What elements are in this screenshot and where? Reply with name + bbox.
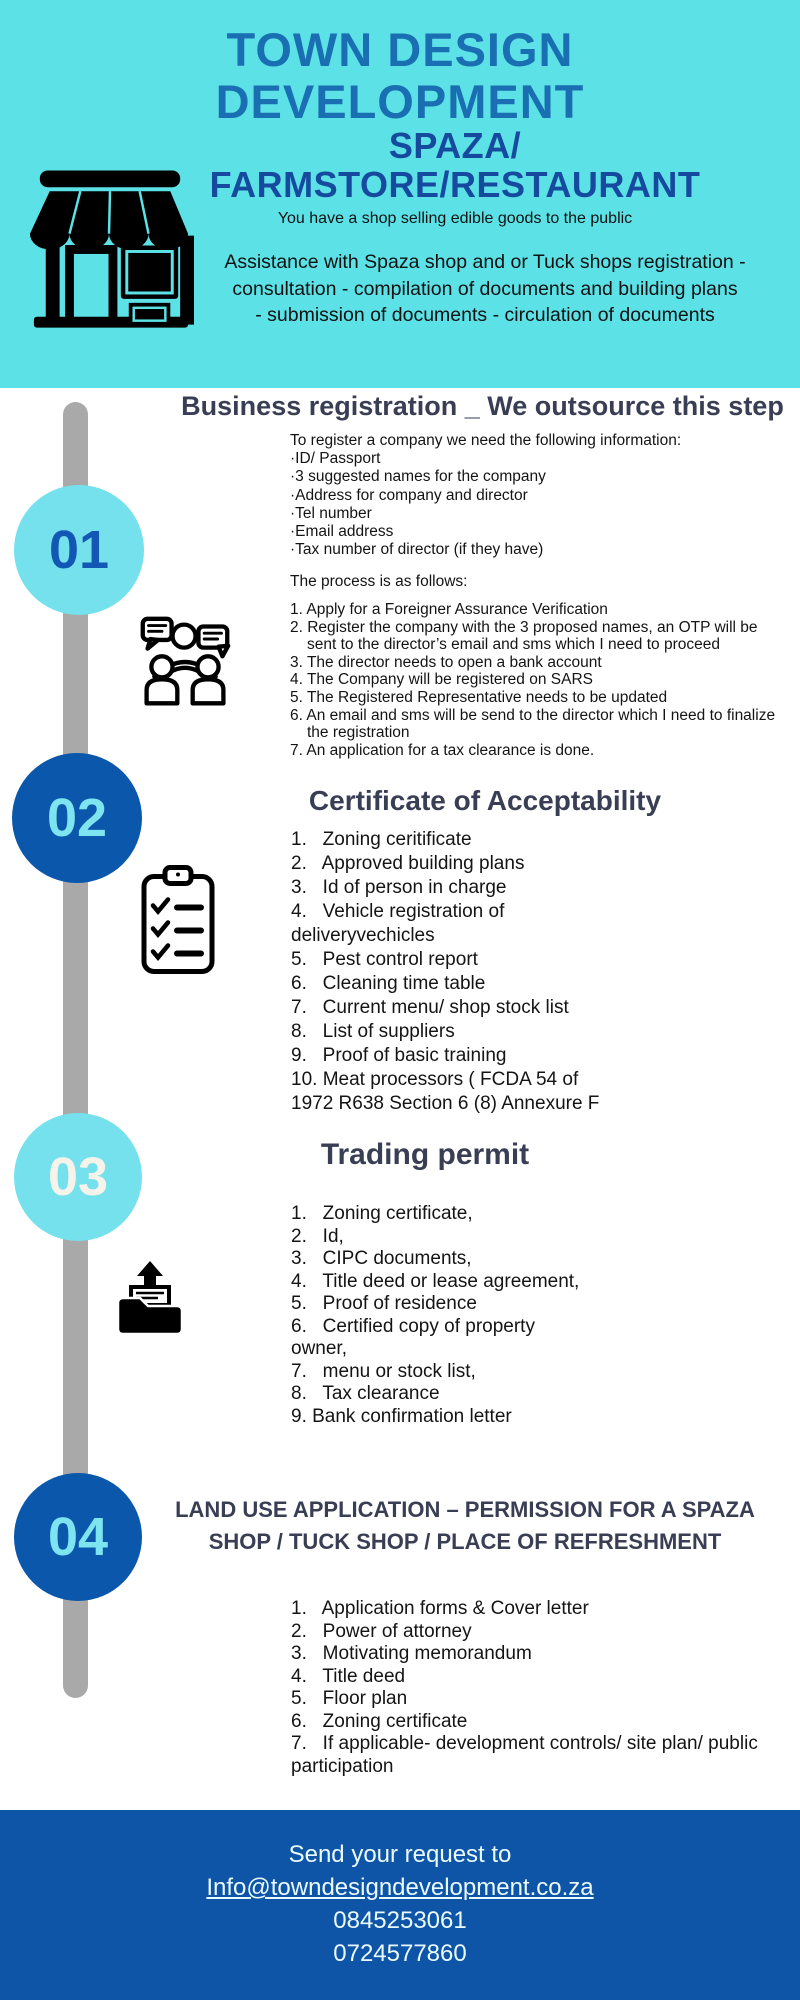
step-1-badge: 01 xyxy=(14,485,144,615)
step-4-list xyxy=(291,1598,771,1778)
process-item: 1. Apply for a Foreigner Assurance Verification xyxy=(290,601,608,618)
step-2-badge: 02 xyxy=(12,753,142,883)
intro-line: ·Address for company and director xyxy=(290,486,528,504)
subtitle-line-2: FARMSTORE/RESTAURANT xyxy=(209,164,701,205)
process-label: The process is as follows: xyxy=(290,573,468,590)
description-line: Assistance with Spaza shop and or Tuck shops registration - xyxy=(224,251,746,273)
service-description xyxy=(175,249,795,329)
list-line: 7. menu or stock list, xyxy=(291,1360,476,1382)
list-line: 8. Tax clearance xyxy=(291,1383,440,1404)
intro-line: To register a company we need the following information: xyxy=(290,432,682,449)
storefront-icon xyxy=(26,162,194,337)
step-3-list xyxy=(291,1203,771,1428)
list-line: 4. Vehicle registration of xyxy=(291,901,505,922)
tagline: You have a shop selling edible goods to the public xyxy=(277,210,633,227)
list-line: 2. Power of attorney xyxy=(291,1620,472,1642)
step-3-heading: Trading permit xyxy=(320,1138,530,1171)
list-line: 7. Current menu/ shop stock list xyxy=(291,997,569,1018)
list-line: 3. CIPC documents, xyxy=(291,1248,472,1269)
header-banner xyxy=(0,0,800,388)
list-line: 4. Title deed or lease agreement, xyxy=(291,1270,580,1292)
list-line: 10. Meat processors ( FCDA 54 of xyxy=(291,1069,579,1090)
step-2-heading: Certificate of Acceptability xyxy=(308,785,662,816)
list-line: 9. Bank confirmation letter xyxy=(291,1405,512,1427)
step-3-badge: 03 xyxy=(14,1113,142,1241)
step-4-heading xyxy=(130,1494,800,1558)
process-item: 6. An email and sms will be send to the director which I need to finalize the registration xyxy=(290,706,776,742)
intro-line: ·Email address xyxy=(290,523,394,541)
description-line: - submission of documents - circulation of documents xyxy=(255,304,715,326)
list-line: 1. Zoning certificate, xyxy=(291,1203,473,1224)
subtitle-line-1: SPAZA/ xyxy=(388,125,522,166)
step-2-list xyxy=(291,828,771,1116)
process-item: 2. Register the company with the 3 proposed names, an OTP will be sent to the director’s email and sms which I need to proceed xyxy=(290,618,758,654)
process-item: 5. The Registered Representative needs to be updated xyxy=(290,688,668,706)
list-line: 6. Cleaning time table xyxy=(291,973,486,994)
list-line: 6. Certified copy of property xyxy=(291,1315,535,1337)
list-line: 5. Pest control report xyxy=(291,949,478,970)
process-item: 3. The director needs to open a bank account xyxy=(290,653,602,671)
list-line: 1972 R638 Section 6 (8) Annexure F xyxy=(291,1093,600,1114)
phone-number-1: 0845253061 xyxy=(333,1907,467,1934)
step-1-process-list xyxy=(290,601,780,759)
step-1-intro xyxy=(290,432,790,559)
list-line: 1. Zoning ceritificate xyxy=(291,829,472,850)
step-4-heading-line-2: SHOP / TUCK SHOP / PLACE OF REFRESHMENT xyxy=(208,1529,722,1554)
list-line: 3. Id of person in charge xyxy=(291,877,507,898)
list-line: owner, xyxy=(291,1338,347,1359)
step-1-heading: Business registration _ We outsource this step xyxy=(181,391,784,421)
list-line: 5. Floor plan xyxy=(291,1688,408,1709)
step-4-badge: 04 xyxy=(14,1473,142,1601)
folder-upload-icon xyxy=(113,1261,187,1335)
phone-number-2: 0724577860 xyxy=(333,1940,467,1967)
page-subtitle xyxy=(170,126,740,204)
step-4-heading-line-1: LAND USE APPLICATION – PERMISSION FOR A SPAZA xyxy=(175,1497,755,1522)
footer-contact xyxy=(0,1810,800,2000)
process-item: 7. An application for a tax clearance is done. xyxy=(290,741,595,759)
list-line: 1. Application forms & Cover letter xyxy=(291,1598,589,1619)
intro-line: ·ID/ Passport xyxy=(290,450,381,468)
title-line-2: DEVELOPMENT xyxy=(215,75,585,128)
list-line: deliveryvechicles xyxy=(291,925,435,946)
list-line: 2. Id, xyxy=(291,1225,344,1247)
footer-prompt: Send your request to xyxy=(288,1841,512,1868)
description-line: consultation - compilation of documents and building plans xyxy=(232,277,738,300)
intro-line: ·Tax number of director (if they have) xyxy=(290,541,544,559)
list-line: 7. If applicable- development controls/ site plan/ public xyxy=(291,1733,758,1754)
checklist-clipboard-icon xyxy=(139,864,217,977)
list-line: participation xyxy=(291,1755,394,1777)
list-line: 6. Zoning certificate xyxy=(291,1710,468,1732)
email-link[interactable]: Info@towndesigndevelopment.co.za xyxy=(206,1874,594,1901)
title-line-1: TOWN DESIGN xyxy=(226,23,574,76)
process-item: 4. The Company will be registered on SARS xyxy=(290,671,593,689)
list-line: 3. Motivating memorandum xyxy=(291,1643,532,1664)
page-title xyxy=(0,24,800,128)
intro-line: ·3 suggested names for the company xyxy=(290,468,546,486)
list-line: 2. Approved building plans xyxy=(291,853,525,874)
list-line: 5. Proof of residence xyxy=(291,1293,477,1314)
list-line: 9. Proof of basic training xyxy=(291,1045,507,1066)
discussion-people-icon xyxy=(137,612,233,714)
list-line: 8. List of suppliers xyxy=(291,1021,455,1042)
intro-line: ·Tel number xyxy=(290,504,372,522)
list-line: 4. Title deed xyxy=(291,1665,406,1687)
